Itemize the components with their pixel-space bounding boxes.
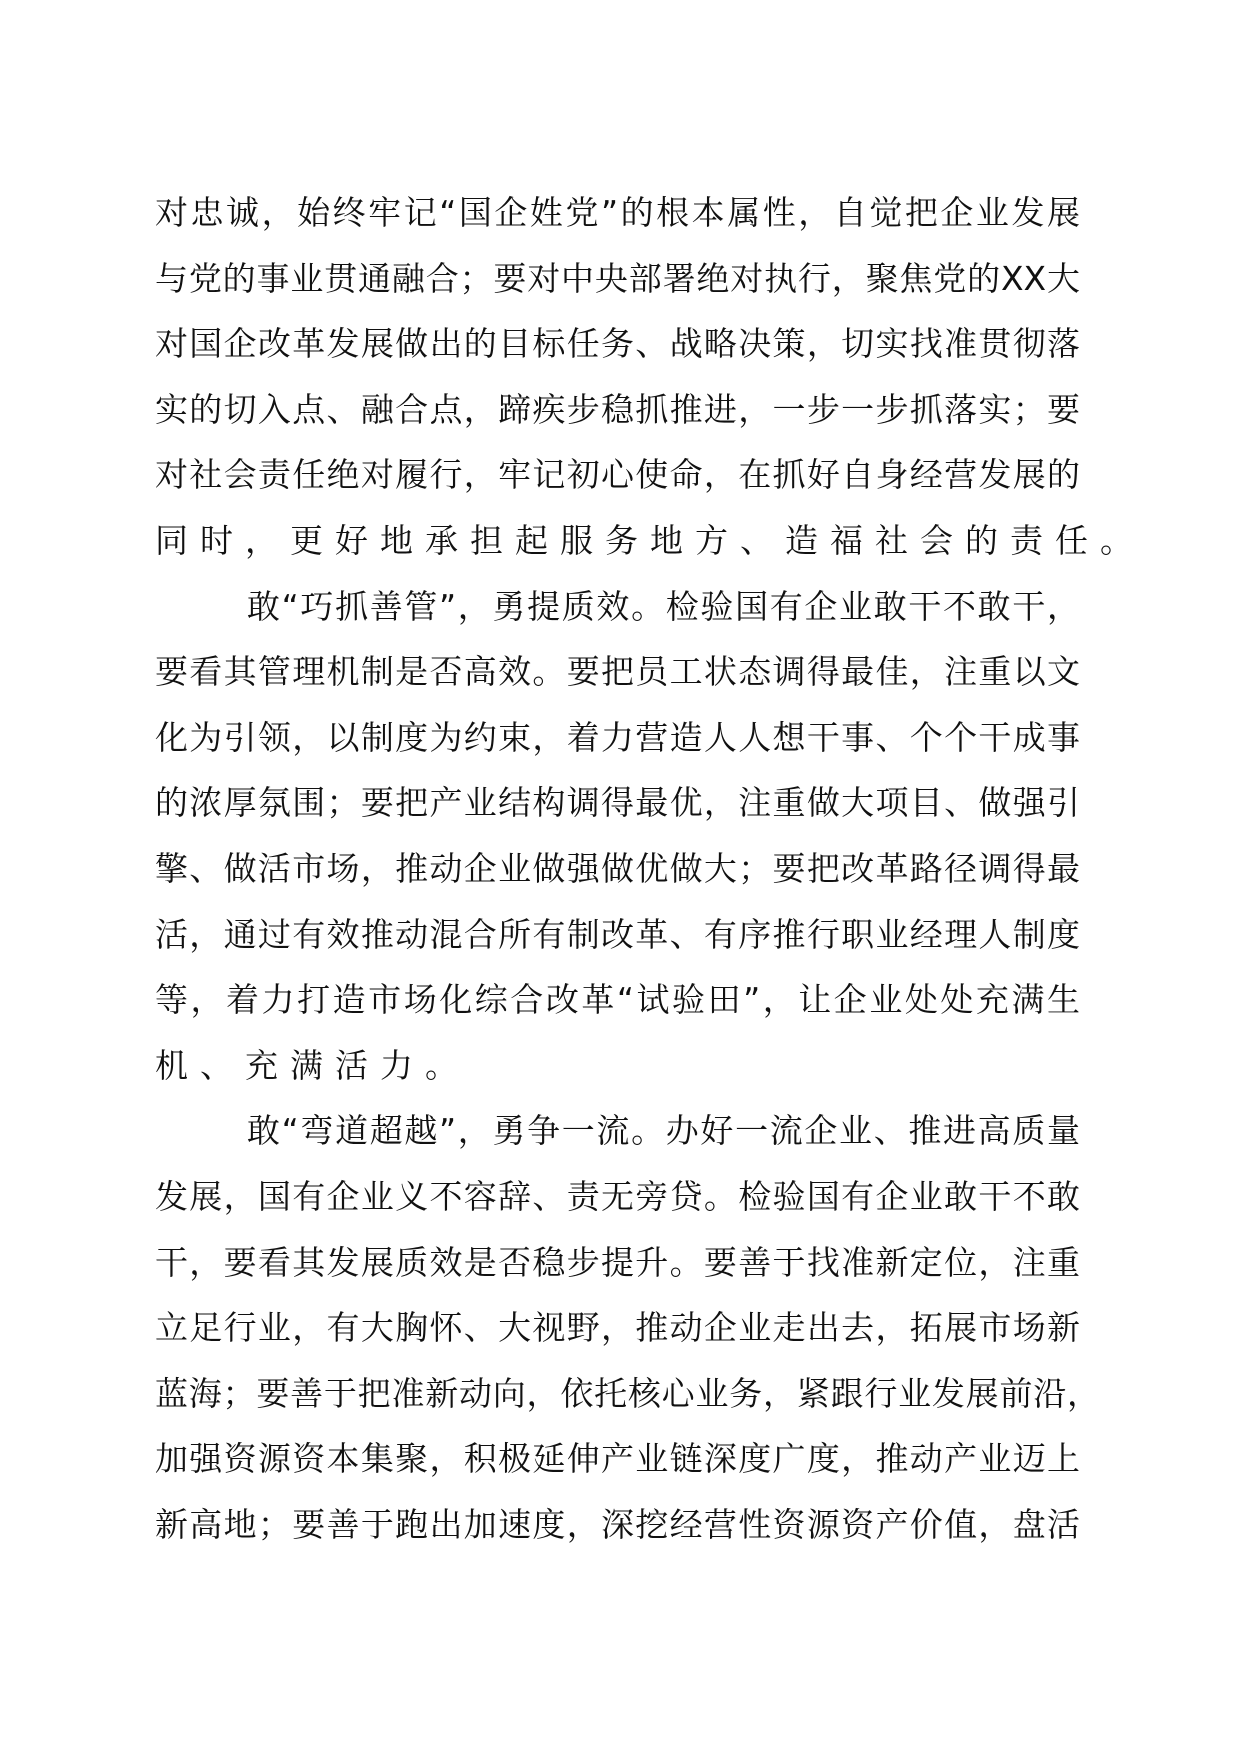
paragraph-2 [155, 574, 1080, 1099]
text-line: 要看其管理机制是否高效。要把员工状态调得最佳，注重以文 [155, 652, 1080, 692]
text-line: 的浓厚氛围；要把产业结构调得最优，注重做大项目、做强引 [155, 783, 1080, 823]
text-line: 同时，更好地承担起服务地方、造福社会的责任。 [155, 520, 1145, 560]
text-line: 与党的事业贯通融合；要对中央部署绝对执行，聚焦党的XX大 [155, 258, 1080, 298]
text-line: 蓝海；要善于把准新动向，依托核心业务，紧跟行业发展前沿， [155, 1373, 1100, 1413]
text-line: 发展，国有企业义不容辞、责无旁贷。检验国有企业敢干不敢 [155, 1176, 1080, 1216]
text-line: 实的切入点、融合点，蹄疾步稳抓推进，一步一步抓落实；要 [155, 389, 1080, 429]
paragraph-3 [155, 1098, 1100, 1557]
text-line: 对社会责任绝对履行，牢记初心使命，在抓好自身经营发展的 [155, 455, 1080, 495]
text-line: 机、充满活力。 [155, 1045, 470, 1085]
text-line: 对国企改革发展做出的目标任务、战略决策，切实找准贯彻落 [155, 324, 1080, 364]
text-line: 新高地；要善于跑出加速度，深挖经营性资源资产价值，盘活 [155, 1504, 1080, 1544]
text-line: 等，着力打造市场化综合改革“试验田”，让企业处处充满生 [155, 980, 1080, 1020]
text-line: 对忠诚，始终牢记“国企姓党”的根本属性，自觉把企业发展 [155, 193, 1080, 232]
text-line: 加强资源资本集聚，积极延伸产业链深度广度，推动产业迈上 [155, 1439, 1080, 1479]
text-line: 敢“弯道超越”，勇争一流。办好一流企业、推进高质量 [247, 1111, 1080, 1151]
text-line: 擎、做活市场，推动企业做强做优做大；要把改革路径调得最 [155, 848, 1080, 888]
text-line: 化为引领，以制度为约束，着力营造人人想干事、个个干成事 [155, 717, 1080, 757]
document-page [155, 180, 1145, 1557]
paragraph-1 [155, 180, 1145, 574]
text-line: 活，通过有效推动混合所有制改革、有序推行职业经理人制度 [155, 914, 1080, 954]
text-line: 敢“巧抓善管”，勇提质效。检验国有企业敢干不敢干， [247, 586, 1080, 626]
text-line: 干，要看其发展质效是否稳步提升。要善于找准新定位，注重 [155, 1242, 1080, 1282]
text-line: 立足行业，有大胸怀、大视野，推动企业走出去，拓展市场新 [155, 1308, 1080, 1348]
